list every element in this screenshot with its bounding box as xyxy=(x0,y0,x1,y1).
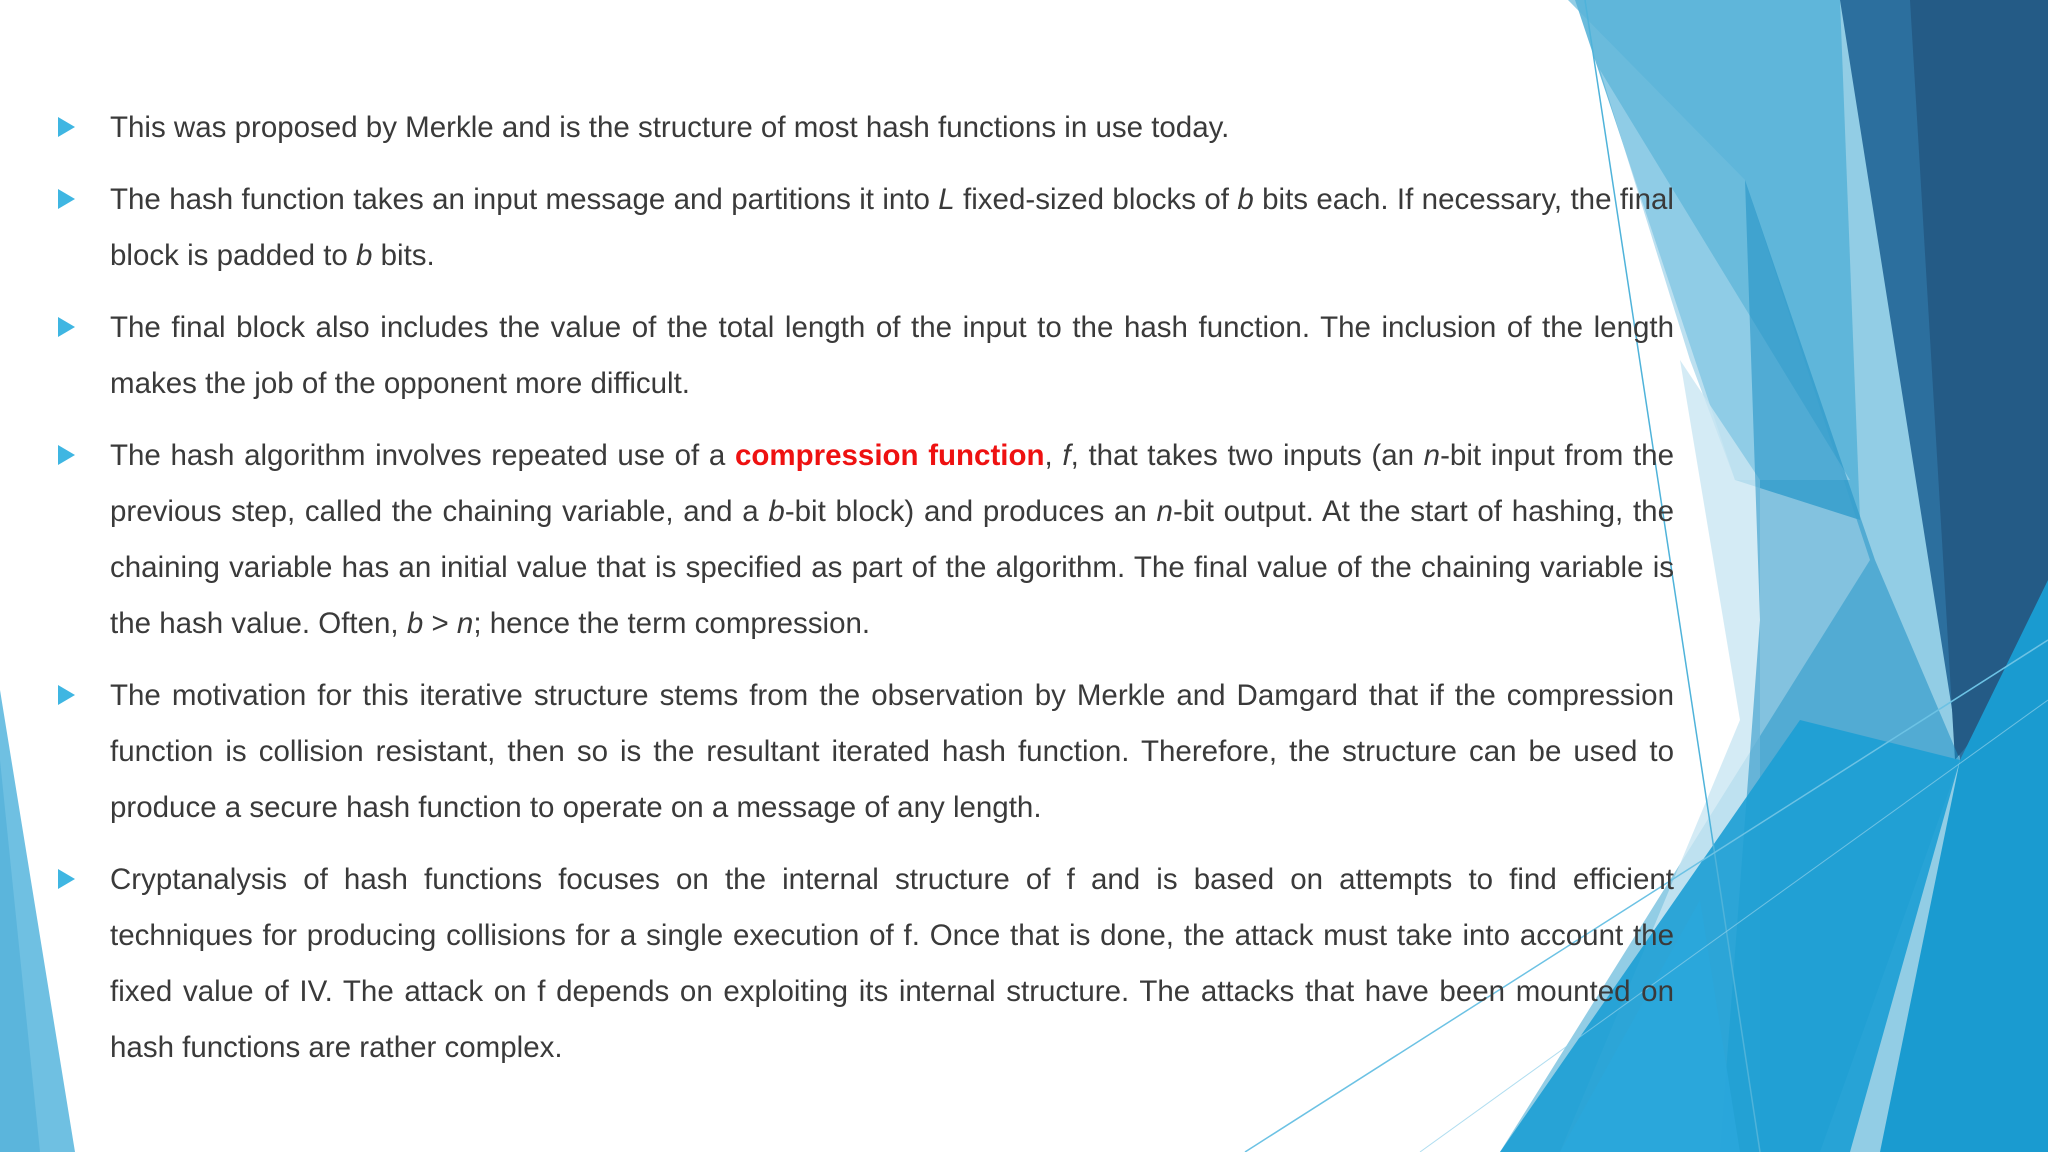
bullet-list xyxy=(54,100,1674,1092)
text-segment: bits each. If necessary, the final block is padded to xyxy=(110,183,1674,272)
text-segment: -bit input from the previous step, called the chaining variable, and a xyxy=(110,439,1674,528)
text-segment: The hash function takes an input message and partitions it into xyxy=(110,183,939,216)
italic-variable: L xyxy=(938,183,955,216)
italic-variable: n xyxy=(1423,439,1441,472)
bullet-item xyxy=(54,668,1674,836)
triangle-bullet-icon xyxy=(58,685,75,705)
text-segment: , that takes two inputs (an xyxy=(1070,439,1424,472)
highlight-term: compression function xyxy=(734,439,1045,472)
triangle-bullet-icon xyxy=(58,317,75,337)
triangle-bullet-icon xyxy=(58,117,75,137)
text-segment: > xyxy=(423,607,457,640)
bullet-item xyxy=(54,852,1674,1076)
italic-variable: b xyxy=(1237,183,1254,216)
italic-variable: b xyxy=(406,607,424,640)
text-segment: , xyxy=(1044,439,1063,472)
text-segment: -bit block) and produces an xyxy=(784,495,1157,528)
italic-variable: n xyxy=(1156,495,1173,528)
bullet-item xyxy=(54,428,1674,652)
bullet-text xyxy=(110,428,1674,652)
bullet-text: Cryptanalysis of hash functions focuses on the internal structure of f and is based on attempts to find efficient techniques for producing collisions for a single execution of f. Once that is done, the attack must take into account the fixed value of IV. The attack on f depends on exploiting its internal structure. The attacks that have been mounted on hash functions are rather complex. xyxy=(110,863,1674,1064)
bullet-item xyxy=(54,300,1674,412)
text-segment: The hash algorithm involves repeated use of a xyxy=(110,439,735,472)
bullet-item xyxy=(54,172,1674,284)
italic-variable: f xyxy=(1062,439,1071,472)
bullet-text xyxy=(110,172,1674,284)
triangle-bullet-icon xyxy=(58,189,75,209)
italic-variable: n xyxy=(456,607,474,640)
triangle-bullet-icon xyxy=(58,445,75,465)
italic-variable: b xyxy=(356,239,373,272)
bullet-text: The final block also includes the value of the total length of the input to the hash function. The inclusion of the length makes the job of the opponent more difficult. xyxy=(110,311,1674,400)
bullet-text: The motivation for this iterative structure stems from the observation by Merkle and Damgard that if the compression function is collision resistant, then so is the resultant iterated hash function. Therefore, the structure can be used to produce a secure hash function to operate on a message of any length. xyxy=(110,679,1674,824)
text-segment: bits. xyxy=(372,239,435,272)
triangle-bullet-icon xyxy=(58,869,75,889)
bullet-item xyxy=(54,100,1674,156)
italic-variable: b xyxy=(768,495,785,528)
bullet-text: This was proposed by Merkle and is the structure of most hash functions in use today. xyxy=(110,111,1230,144)
text-segment: fixed-sized blocks of xyxy=(954,183,1238,216)
text-segment: ; hence the term compression. xyxy=(473,607,871,640)
text-segment: -bit output. At the start of hashing, the chaining variable has an initial value that is specified as part of the algorithm. The final value of the chaining variable is the hash value. Often, xyxy=(110,495,1674,640)
